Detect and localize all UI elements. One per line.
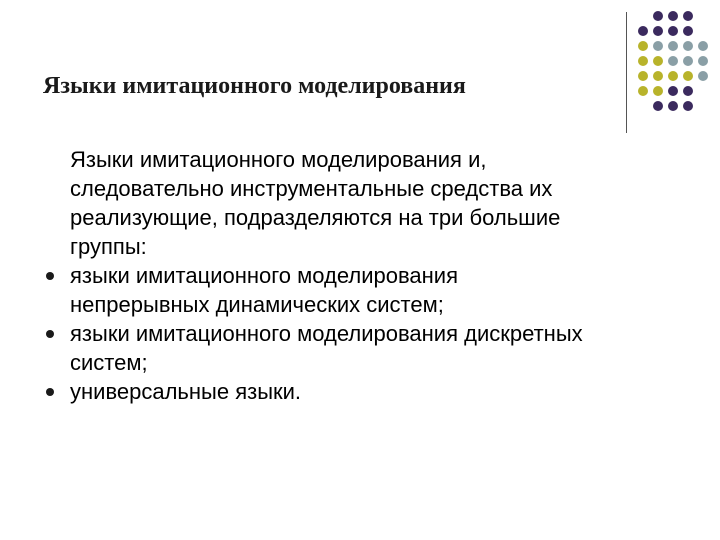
decorative-dot <box>638 56 648 66</box>
decorative-dot <box>653 41 663 51</box>
bullet-dot-icon <box>46 388 54 396</box>
decorative-dot <box>683 41 693 51</box>
title-divider <box>626 12 627 133</box>
bullet-item-discrete <box>70 319 686 377</box>
slide-body <box>46 145 686 406</box>
intro-line: Языки имитационного моделирования и, <box>70 147 487 172</box>
bullet-line: универсальные языки. <box>70 379 302 404</box>
decorative-dot <box>653 86 663 96</box>
decorative-dot <box>638 86 648 96</box>
bullet-item-continuous <box>70 261 686 319</box>
bullet-line: языки имитационного моделирования <box>70 263 458 288</box>
decorative-dot <box>698 56 708 66</box>
decorative-dot <box>683 86 693 96</box>
decorative-dot <box>668 11 678 21</box>
slide-title: Языки имитационного моделирования <box>43 73 466 99</box>
decorative-dot <box>698 71 708 81</box>
intro-line: группы: <box>70 234 147 259</box>
decorative-dot <box>653 56 663 66</box>
decorative-dot-grid <box>638 11 708 118</box>
decorative-dot <box>638 41 648 51</box>
decorative-dot <box>653 26 663 36</box>
bullet-line: языки имитационного моделирования дискретных <box>70 321 583 346</box>
decorative-dot <box>683 11 693 21</box>
decorative-dot <box>668 26 678 36</box>
decorative-dot <box>683 71 693 81</box>
decorative-dot <box>683 56 693 66</box>
bullet-line: непрерывных динамических систем; <box>70 292 444 317</box>
intro-line: реализующие, подразделяются на три большие <box>70 205 561 230</box>
decorative-dot <box>668 56 678 66</box>
decorative-dot <box>653 71 663 81</box>
decorative-dot <box>653 11 663 21</box>
decorative-dot <box>668 86 678 96</box>
decorative-dot <box>668 101 678 111</box>
decorative-dot <box>638 26 648 36</box>
bullet-line: систем; <box>70 350 148 375</box>
decorative-dot <box>638 71 648 81</box>
bullet-dot-icon <box>46 272 54 280</box>
intro-line: следовательно инструментальные средства их <box>70 176 553 201</box>
bullet-item-universal <box>70 377 686 406</box>
bullet-dot-icon <box>46 330 54 338</box>
decorative-dot <box>683 101 693 111</box>
intro-paragraph <box>70 145 686 261</box>
decorative-dot <box>698 41 708 51</box>
decorative-dot <box>653 101 663 111</box>
decorative-dot <box>668 71 678 81</box>
decorative-dot <box>683 26 693 36</box>
decorative-dot <box>668 41 678 51</box>
